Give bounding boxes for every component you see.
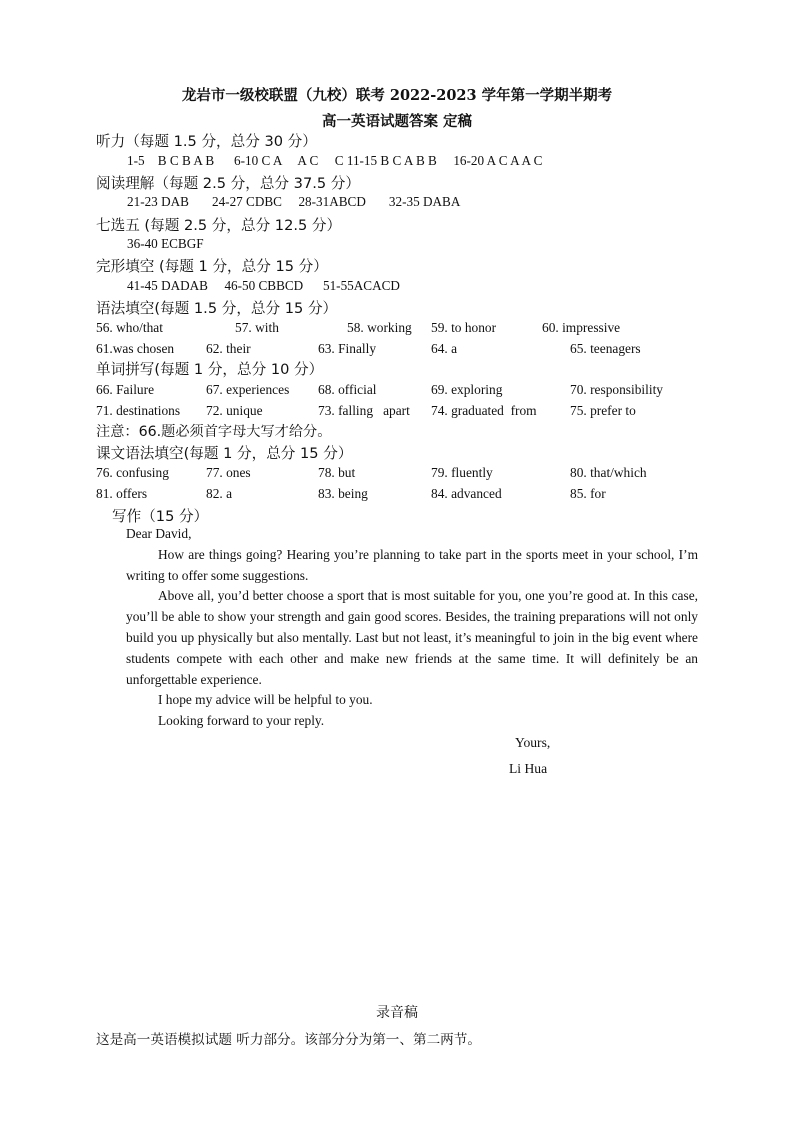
answer-59: 59. to honor bbox=[431, 320, 497, 335]
answer-66: 66. Failure bbox=[96, 382, 155, 397]
spelling-heading: 单词拼写(每题 1 分，总分 10 分） bbox=[96, 361, 324, 378]
spelling-row-1 bbox=[96, 382, 716, 400]
answer-78: 78. but bbox=[318, 465, 356, 480]
cloze-heading: 完形填空 (每题 1 分，总分 15 分） bbox=[96, 258, 328, 275]
transcript-title: 录音稿 bbox=[376, 1005, 418, 1021]
answer-85: 85. for bbox=[570, 486, 606, 501]
answer-81: 81. offers bbox=[96, 486, 148, 501]
answer-82: 82. a bbox=[206, 486, 233, 501]
transcript-intro: 这是高一英语模拟试题 听力部分。该部分分为第一、第二两节。 bbox=[96, 1032, 481, 1048]
answer-80: 80. that/which bbox=[570, 465, 647, 480]
grammar-row-1 bbox=[96, 320, 716, 338]
writing-heading: 写作（15 分） bbox=[112, 508, 209, 525]
answer-77: 77. ones bbox=[206, 465, 251, 480]
text-grammar-row-1 bbox=[96, 465, 716, 483]
answer-62: 62. their bbox=[206, 341, 251, 356]
reading-answers: 21-23 DAB 24-27 CDBC 28-31ABCD 32-35 DABA bbox=[127, 194, 461, 209]
answer-69: 69. exploring bbox=[431, 382, 503, 397]
spelling-note: 注意：66.题必须首字母大写才给分。 bbox=[96, 424, 332, 440]
essay-paragraph-2: Above all, you’d better choose a sport that is most suitable for you, one you’re good at. In this case, you’ll be able to show your strength and gain good scores. Besides, the training preparations will not only build you up physically but also mentally. Last but not least, it’s meaningful to join in the big event where students compete with each other and make new friends at the same time. It will definitely be an unforgettable experience. bbox=[126, 588, 698, 687]
answer-75: 75. prefer to bbox=[570, 403, 636, 418]
document-subtitle: 高一英语试题答案 定稿 bbox=[321, 113, 473, 130]
answer-74: 74. graduated from bbox=[431, 403, 537, 418]
seven-five-answers: 36-40 ECBGF bbox=[127, 236, 204, 251]
seven-five-heading: 七选五 (每题 2.5 分，总分 12.5 分） bbox=[96, 217, 342, 234]
essay-paragraph-1: How are things going? Hearing you’re planning to take part in the sports meet in your school, I’m writing to offer some suggestions. bbox=[126, 546, 698, 583]
reading-heading: 阅读理解（每题 2.5 分，总分 37.5 分） bbox=[96, 175, 360, 192]
answer-67: 67. experiences bbox=[206, 382, 290, 397]
grammar-heading: 语法填空(每题 1.5 分，总分 15 分） bbox=[96, 300, 338, 317]
answer-83: 83. being bbox=[318, 486, 368, 501]
spelling-row-2 bbox=[96, 403, 716, 421]
answer-84: 84. advanced bbox=[431, 486, 502, 501]
answer-61: 61.was chosen bbox=[96, 341, 175, 356]
sample-essay bbox=[126, 524, 698, 732]
essay-paragraph-3: I hope my advice will be helpful to you. bbox=[158, 692, 373, 708]
essay-signature: Li Hua bbox=[509, 761, 548, 776]
text-grammar-row-2 bbox=[96, 486, 716, 504]
essay-salutation: Dear David, bbox=[126, 526, 192, 541]
answer-56: 56. who/that bbox=[96, 320, 163, 335]
answer-60: 60. impressive bbox=[542, 320, 621, 335]
answer-70: 70. responsibility bbox=[570, 382, 663, 397]
answer-58: 58. working bbox=[347, 320, 412, 335]
answer-64: 64. a bbox=[431, 341, 458, 356]
essay-closing: Yours, bbox=[515, 735, 551, 750]
grammar-row-2 bbox=[96, 341, 716, 359]
listening-heading: 听力（每题 1.5 分，总分 30 分） bbox=[96, 133, 317, 150]
answer-63: 63. Finally bbox=[318, 341, 377, 356]
answer-65: 65. teenagers bbox=[570, 341, 641, 356]
answer-57: 57. with bbox=[235, 320, 279, 335]
answer-71: 71. destinations bbox=[96, 403, 181, 418]
answer-68: 68. official bbox=[318, 382, 377, 397]
listening-answers: 1-5 B C B A B 6-10 C A A C C 11-15 B C A B B 16-20 A C A A C bbox=[127, 153, 543, 168]
answer-76: 76. confusing bbox=[96, 465, 169, 480]
document-title: 龙岩市一级校联盟（九校）联考 2022-2023 学年第一学期半期考 bbox=[181, 87, 613, 104]
answer-79: 79. fluently bbox=[431, 465, 493, 480]
cloze-answers: 41-45 DADAB 46-50 CBBCD 51-55ACACD bbox=[127, 278, 400, 293]
essay-paragraph-4: Looking forward to your reply. bbox=[158, 713, 325, 729]
text-grammar-heading: 课文语法填空(每题 1 分，总分 15 分） bbox=[96, 445, 353, 462]
answer-72: 72. unique bbox=[206, 403, 263, 418]
answer-73: 73. falling apart bbox=[318, 403, 410, 418]
